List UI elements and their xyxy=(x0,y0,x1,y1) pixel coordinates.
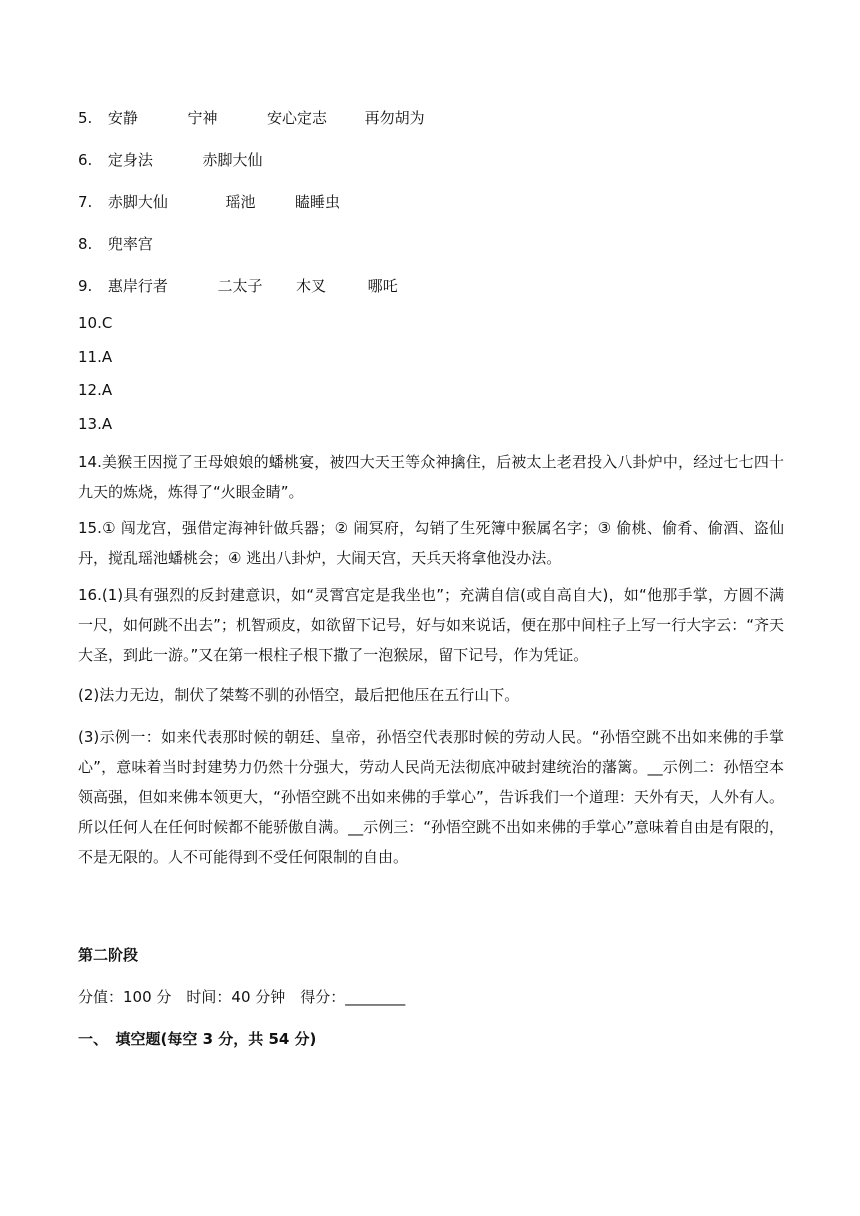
answer-item: 安静 xyxy=(107,109,138,127)
answer-item: 定身法 xyxy=(107,151,153,169)
answer-q10: 10.C xyxy=(78,314,113,332)
answer-text: 16.(1)具有强烈的反封建意识，如“灵霄宫定是我坐也”；充满自信(或自高自大)，如“他那手掌，方圆不满一尺，如何跳不出去”；机智顽皮，如欲留下记号，好与如来说话，便在那中间柱子上写一行大字云：“齐天大圣，到此一游。”又在第一根柱子根下撒了一泡猴尿，留下记号，作为凭证。 xyxy=(78,586,784,664)
answer-number: 9. xyxy=(78,277,93,295)
answer-number: 8. xyxy=(78,235,93,253)
answer-text: (2)法力无边，制伏了桀骜不驯的孙悟空，最后把他压在五行山下。 xyxy=(78,686,520,704)
answer-q15 xyxy=(78,513,784,573)
answer-q5 xyxy=(78,108,425,128)
answer-q7 xyxy=(78,192,340,212)
stage-title: 第二阶段 xyxy=(78,946,139,964)
answer-item: 宁神 xyxy=(187,109,218,127)
answer-item: 瑶池 xyxy=(225,193,256,211)
answer-q12: 12.A xyxy=(78,381,113,399)
answer-number: 6. xyxy=(78,151,93,169)
answer-text: 15.① 闯龙宫，强借定海神针做兵器；② 闹冥府，勾销了生死簿中猴属名字；③ 偷桃、偷肴、偷酒、盗仙丹，搅乱瑶池蟠桃会；④ 逃出八卦炉，大闹天宫，天兵天将拿他没办法。 xyxy=(78,519,784,567)
answer-number: 5. xyxy=(78,109,93,127)
answer-item: 安心定志 xyxy=(267,109,328,127)
answer-number: 7. xyxy=(78,193,93,211)
answer-q6 xyxy=(78,150,262,170)
answer-q16-part3 xyxy=(78,722,784,872)
answer-item: 兜率宫 xyxy=(107,235,153,253)
section-heading: 一、 填空题(每空 3 分，共 54 分) xyxy=(78,1030,317,1048)
answer-item: 赤脚大仙 xyxy=(107,193,168,211)
answer-text: 14.美猴王因搅了王母娘娘的蟠桃宴，被四大天王等众神擒住，后被太上老君投入八卦炉中，经过七七四十九天的炼烧，炼得了“火眼金睛”。 xyxy=(78,453,784,501)
answer-text: (3)示例一：如来代表那时候的朝廷、皇帝，孙悟空代表那时候的劳动人民。“孙悟空跳不出如来佛的手掌心”，意味着当时封建势力仍然十分强大，劳动人民尚无法彻底冲破封建统治的藩篱。__示例二：孙悟空本领高强，但如来佛本领更大，“孙悟空跳不出如来佛的手掌心”，告诉我们一个道理：天外有天，人外有人。所以任何人在任何时候都不能骄傲自满。__示例三：“孙悟空跳不出如来佛的手掌心”意味着自由是有限的，不是无限的。人不可能得到不受任何限制的自由。 xyxy=(78,728,785,866)
answer-q13: 13.A xyxy=(78,415,113,433)
answer-item: 木叉 xyxy=(296,277,327,295)
answer-q16-part1 xyxy=(78,580,784,670)
answer-q16-part2 xyxy=(78,680,784,710)
answer-item: 哪吒 xyxy=(367,277,398,295)
answer-q11: 11.A xyxy=(78,348,113,366)
answer-q9 xyxy=(78,276,398,296)
answer-q8 xyxy=(78,234,153,254)
answer-item: 瞌睡虫 xyxy=(295,193,341,211)
answer-item: 惠岸行者 xyxy=(107,277,168,295)
stage-info: 分值：100 分 时间：40 分钟 得分：________ xyxy=(78,988,406,1006)
answer-item: 赤脚大仙 xyxy=(202,151,263,169)
answer-item: 再勿胡为 xyxy=(364,109,425,127)
answer-item: 二太子 xyxy=(217,277,263,295)
answer-q14 xyxy=(78,447,784,507)
